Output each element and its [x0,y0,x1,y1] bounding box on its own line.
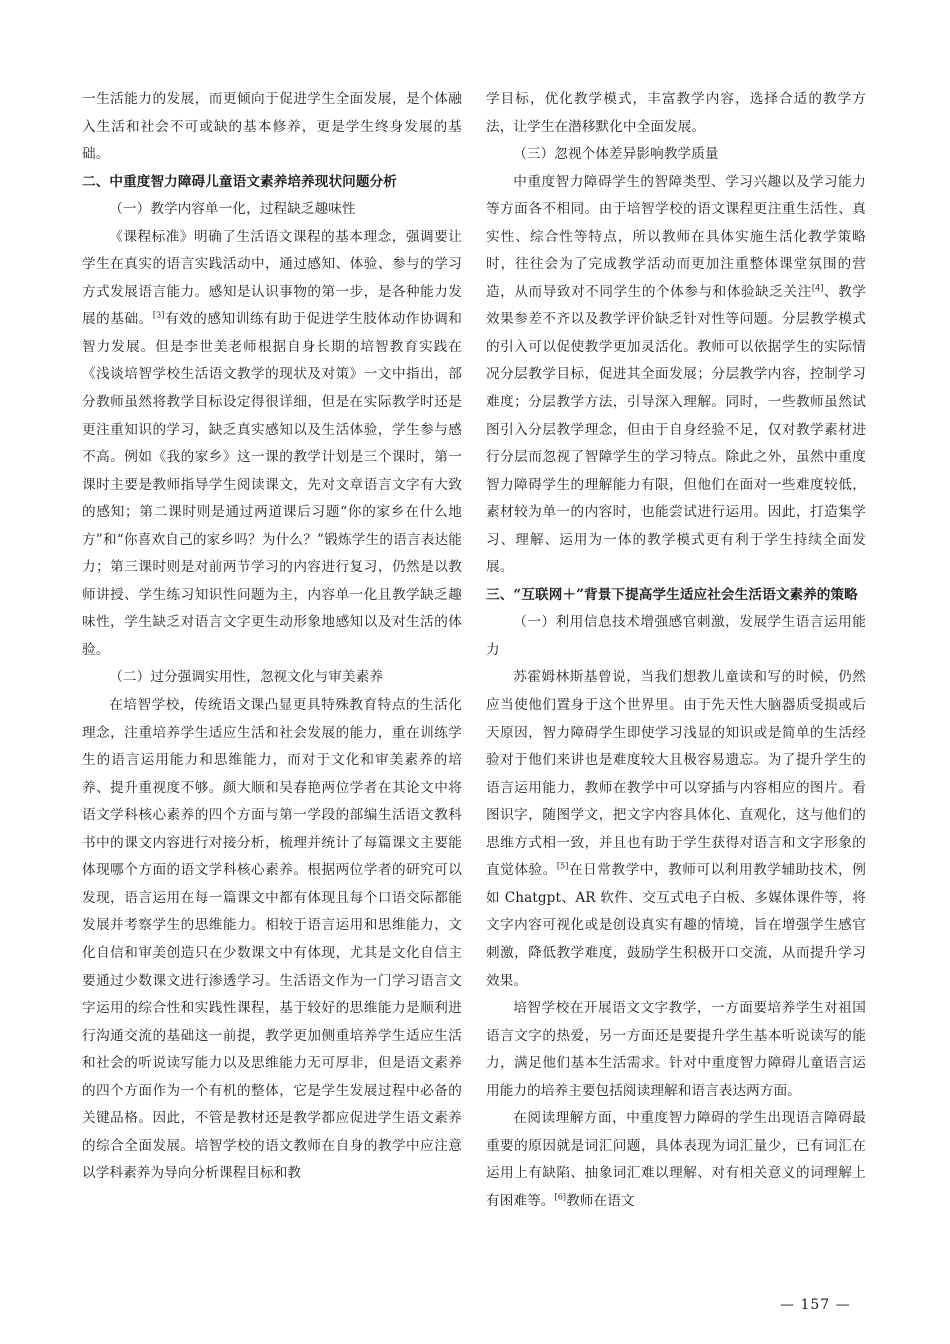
paragraph-reading-comprehension: 在阅读理解方面，中重度智力障碍的学生出现语言障碍最重要的原因就是词汇问题，具体表现为词汇量少，已有词汇在运用上有缺陷、抽象词汇难以理解、对有相关意义的词理解上有困难等。[6]教师在语文 [486,1110,866,1209]
right-column [486,86,866,1215]
subsection-heading-1: （一）教学内容单一化，过程缺乏趣味性 [109,201,356,218]
section-heading-2: 二、中重度智力障碍儿童语文素养培养现状问题分析 [82,173,397,190]
paragraph-individual-differences: 中重度智力障碍学生的智障类型、学习兴趣以及学习能力等方面各不相同。由于培智学校的语文课程更注重生活性、真实性、综合性等特点，所以教师在具体实施生活化教学策略时，往往会为了完成教学活动而更加注重整体课堂氛围的营造，从而导致对不同学生的个体参与和体验缺乏关注[4]、教学效果参差不齐以及教学评价缺乏针对性等问题。分层教学模式的引入可以促使教学更加灵活化。教师可以依据学生的实际情况分层教学目标，促进其全面发展；分层教学内容，控制学习难度；分层教学方法，引导深入理解。同时，一些教师虽然试图引入分层教学理念，但由于自身经验不足，仅对教学素材进行分层而忽视了智障学生的学习特点。除此之外，虽然中重度智力障碍学生的理解能力有限，但他们在面对一些难度较低，素材较为单一的内容时，也能尝试进行运用。因此，打造集学习、理解、运用为一体的教学模式更有利于学生持续全面发展。 [486,173,866,576]
subsection-heading-2: （二）过分强调实用性，忽视文化与审美素养 [109,669,384,686]
left-column [82,86,462,1188]
subsection-heading-strategy-1: （一）利用信息技术增强感官刺激，发展学生语言运用能力 [486,614,866,658]
paragraph-continuation: 一生活能力的发展，而更倾向于促进学生全面发展，是个体融入生活和社会不可或缺的基本修养，更是学生终身发展的基础。 [82,91,462,163]
citation-3: [3] [152,310,165,320]
subsection-heading-3: （三）忽视个体差异影响教学质量 [513,146,719,163]
page-number: — 157 — [780,1297,851,1313]
section-heading-3: 三、“互联网＋”背景下提高学生适应社会生活语文素养的策略 [486,586,858,603]
citation-6: [6] [554,1192,567,1202]
citation-5: [5] [556,861,569,871]
paragraph-sukhomlinsky: 苏霍姆林斯基曾说，当我们想教儿童读和写的时候，仍然应当使他们置身于这个世界里。由于先天性大脑器质受损或后天原因，智力障碍学生即使学习浅显的知识或是简单的生活经验对于他们来讲也是难度较大且极容易遗忘。为了提升学生的语言运用能力，教师在教学中可以穿插与内容相应的图片。看图识字，随图学文，把文字内容具体化、直观化，这与他们的思维方式相一致，并且也有助于学生获得对语言和文字形象的直觉体验。[5]在日常教学中，教师可以利用教学辅助技术，例如 Chatgpt、AR 软件、交互式电子白板、多媒体课件等，将文字内容可视化或是创设真实有趣的情境，旨在增强学生感官刺激，降低教学难度，鼓励学生积极开口交流，从而提升学习效果。 [486,669,866,989]
paragraph-continuation-right: 学目标，优化教学模式，丰富教学内容，选择合适的教学方法，让学生在潜移默化中全面发展。 [486,91,866,135]
paragraph-curriculum-standard: 《课程标准》明确了生活语文课程的基本理念，强调要让学生在真实的语言实践活动中，通过感知、体验、参与的学习方式发展语言能力。感知是认识事物的第一步，是各种能力发展的基础。[3]有效的感知训练有助于促进学生肢体动作协调和智力发展。但是李世美老师根据自身长期的培智教育实践在《浅谈培智学校生活语文教学的现状及对策》一文中指出，部分教师虽然将教学目标设定得很详细，但是在实际教学时还是更注重知识的学习，缺乏真实感知以及生活体验，学生参与感不高。例如《我的家乡》这一课的教学计划是三个课时，第一课时主要是教师指导学生阅读课文，先对文章语言文字有大致的感知；第二课时则是通过两道课后习题“你的家乡在什么地方”和“你喜欢自己的家乡吗？为什么？”锻炼学生的语言表达能力；第三课时则是对前两节学习的内容进行复习，仍然是以教师讲授、学生练习知识性问题为主，内容单一化且教学缺乏趣味性，学生缺乏对语言文字更生动形象地感知以及对生活的体验。 [82,228,462,658]
paragraph-language-teaching: 培智学校在开展语文文字教学，一方面要培养学生对祖国语言文字的热爱，另一方面还是要提升学生基本听说读写的能力，满足他们基本生活需求。针对中重度智力障碍儿童语言运用能力的培养主要包括阅读理解和语言表达两方面。 [486,1000,866,1099]
citation-4: [4] [811,283,824,293]
paragraph-practicality: 在培智学校，传统语文课凸显更具特殊教育特点的生活化理念，注重培养学生适应生活和社会发展的能力，重在训练学生的语言运用能力和思维能力，而对于文化和审美素养的培养、提升重视度不够。颜大顺和吴春艳两位学者在其论文中将语文学科核心素养的四个方面与第一学段的部编生活语文教科书中的课文内容进行对接分析，梳理并统计了每篇课文主要能体现哪个方面的语文学科核心素养。根据两位学者的研究可以发现，语言运用在每一篇课文中都有体现且每个口语交际都能发展并考察学生的思维能力。相较于语言运用和思维能力，文化自信和审美创造只在少数课文中有体现，尤其是文化自信主要通过少数课文进行渗透学习。生活语文作为一门学习语言文字运用的综合性和实践性课程，基于较好的思维能力是顺利进行沟通交流的基础这一前提，教学更加侧重培养学生适应生活和社会的听说读写能力以及思维能力无可厚非，但是语文素养的四个方面作为一个有机的整体，它是学生发展过程中必备的关键品格。因此，不管是教材还是教学都应促进学生语文素养的综合全面发展。培智学校的语文教师在自身的教学中应注意以学科素养为导向分析课程目标和教 [82,697,462,1182]
